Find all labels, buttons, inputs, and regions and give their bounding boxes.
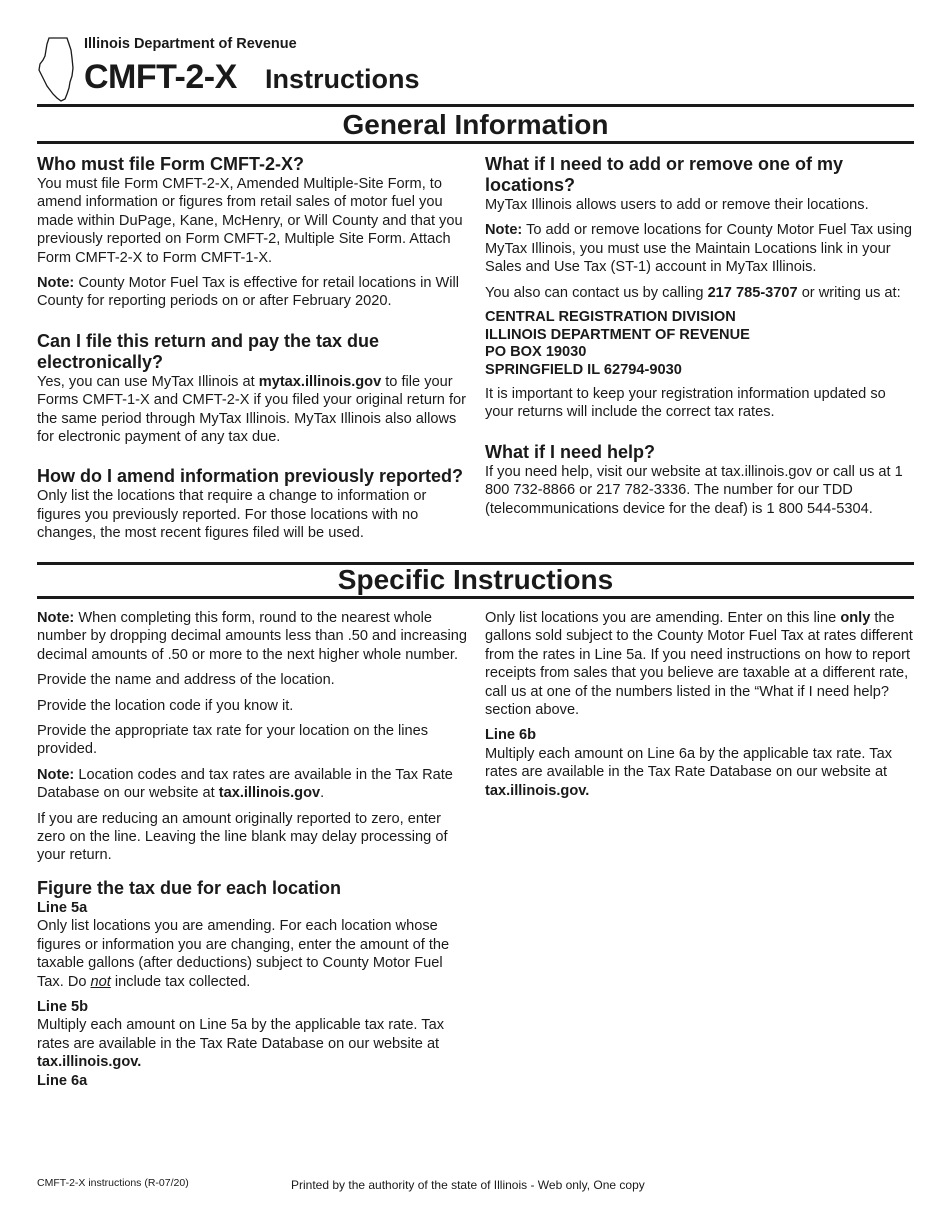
department-name: Illinois Department of Revenue — [84, 36, 297, 52]
registration-closing: It is important to keep your registration information updated so your returns will include the correct tax rates. — [485, 386, 886, 421]
who-must-file-note — [37, 274, 467, 311]
specific-divider-bottom — [37, 596, 914, 599]
specific-left-column — [37, 609, 467, 1090]
provide-rate-text: Provide the appropriate tax rate for your location on the lines provided. — [37, 723, 429, 758]
zero-amount-text: If you are reducing an amount originally reported to zero, enter zero on the line. Leaving the line blank may delay processing of your return. — [37, 810, 448, 864]
text-segment: Yes, you can use MyTax Illinois at — [37, 373, 259, 390]
text-segment: Only list locations you are amending. For each location whose figures or information you are changing, enter the amount of the taxable gallons (after deductions) subject to County Motor Fuel Tax. Do — [37, 918, 450, 990]
text-segment: You also can contact us by calling — [485, 284, 708, 301]
line-6a-label: Line 6a — [37, 1072, 88, 1089]
tax-website-link[interactable]: tax.illinois.gov — [218, 785, 321, 802]
general-left-column — [37, 154, 467, 550]
general-information-title: General Information — [342, 109, 609, 140]
text-segment: or writing us at: — [797, 284, 901, 301]
form-header — [37, 34, 914, 104]
emphasis-only: only — [840, 610, 871, 626]
amend-info-heading: How do I amend information previously reported? — [37, 466, 464, 487]
text-segment: . — [320, 785, 325, 802]
emphasis-not: not — [90, 973, 111, 990]
text-segment: Multiply each amount on Line 6a by the applicable tax rate. Tax rates are available in the Tax Rate Database on our website at — [485, 745, 892, 781]
form-title: Instructions — [265, 64, 420, 94]
general-right-column — [485, 154, 915, 525]
contact-phone: 217 785-3707 — [707, 284, 798, 301]
who-must-file-body: You must file Form CMFT-2-X, Amended Multiple-Site Form, to amend information or figures from retail sales of motor fuel you made within DuPage, Kane, McHenry, or Will County and that you previously reported on Form CMFT-2, Multiple Site Form. Attach Form CMFT-2-X to Form CMFT-1-X. — [37, 176, 463, 266]
line-5a-text — [37, 917, 467, 991]
text-segment: to file your Forms CMFT-1-X and CMFT-2-X if you filed your original return for the same period through MyTax Illinois. MyTax Illinois also allows for electronic payment of any tax due. — [37, 373, 467, 446]
add-remove-note — [485, 221, 915, 276]
note-text: County Motor Fuel Tax is effective for retail locations in Will County for reporting periods on or after February 2020. — [37, 275, 460, 310]
form-number: CMFT-2-X — [84, 58, 237, 96]
line-5b-text — [37, 1016, 467, 1071]
contact-text — [485, 284, 915, 302]
text-segment: Location codes and tax rates are available in the Tax Rate Database on our website at — [37, 766, 453, 802]
note-label: Note: — [37, 766, 75, 783]
address-line: SPRINGFIELD IL 62794-9030 — [485, 361, 682, 378]
figure-tax-heading: Figure the tax due for each location — [37, 877, 342, 898]
note-label: Note: — [37, 610, 75, 626]
line-6b-text — [485, 745, 915, 800]
address-line: PO BOX 19030 — [485, 344, 587, 361]
text-segment: include tax collected. — [110, 973, 251, 990]
line-6a-text — [485, 609, 915, 719]
address-line: ILLINOIS DEPARTMENT OF REVENUE — [485, 326, 750, 343]
need-help-body: If you need help, visit our website at tax.illinois.gov or call us at 1 800 732-8866 or 217 782-3336. The number for our TDD (telecommunications device for the deaf) is 1 800 544-5304. — [485, 463, 903, 517]
address-line: CENTRAL REGISTRATION DIVISION — [485, 309, 736, 326]
file-electronically-body — [37, 373, 467, 447]
tax-website-link[interactable]: tax.illinois.gov. — [485, 782, 590, 799]
add-remove-body: MyTax Illinois allows users to add or remove their locations. — [485, 197, 869, 213]
tax-website-link[interactable]: tax.illinois.gov. — [37, 1054, 142, 1071]
form-revision: CMFT-2-X instructions (R-07/20) — [37, 1177, 189, 1189]
header-divider — [37, 104, 914, 107]
file-electronically-heading: Can I file this return and pay the tax due electronically? — [37, 330, 380, 372]
note-text: When completing this form, round to the nearest whole number by dropping decimal amounts less than .50 and increasing decimal amounts of .50 or more to the next higher whole number. — [37, 610, 467, 663]
line-5b-label: Line 5b — [37, 998, 89, 1015]
need-help-heading: What if I need help? — [485, 441, 655, 462]
text-segment: Multiply each amount on Line 5a by the applicable tax rate. Tax rates are available in the Tax Rate Database on our website at — [37, 1017, 444, 1052]
illinois-state-outline-icon — [37, 36, 77, 102]
note-label: Note: — [485, 222, 523, 239]
general-title-divider — [37, 141, 914, 144]
note-text: To add or remove locations for County Motor Fuel Tax using MyTax Illinois, you must use the Maintain Locations link in your Sales and Use Tax (ST-1) account in MyTax Illinois. — [485, 222, 912, 276]
specific-instructions-title: Specific Instructions — [337, 564, 614, 595]
print-authority: Printed by the authority of the state of Illinois - Web only, One copy — [291, 1178, 645, 1192]
line-6b-label: Line 6b — [485, 727, 537, 744]
amend-info-body: Only list the locations that require a change to information or figures you previously reported. For those locations with no changes, the most recent figures filed will be used. — [37, 488, 427, 542]
location-codes-note — [37, 766, 467, 803]
who-must-file-heading: Who must file Form CMFT-2-X? — [37, 154, 304, 174]
line-5a-label: Line 5a — [37, 899, 88, 916]
text-segment: the gallons sold subject to the County Motor Fuel Tax at rates different from the rates in Line 5a. If you need instructions on how to report receipts from sales that you believe are taxable at a different rate, call us at one of the numbers listed in the “What if I need help? section above. — [485, 610, 913, 719]
specific-right-column — [485, 609, 915, 807]
note-label: Note: — [37, 275, 75, 292]
mailing-address — [485, 309, 915, 379]
mytax-website-link[interactable]: mytax.illinois.gov — [258, 373, 382, 390]
provide-name-text: Provide the name and address of the location. — [37, 672, 335, 689]
provide-code-text: Provide the location code if you know it. — [37, 697, 294, 714]
text-segment: Only list locations you are amending. Enter on this line — [485, 610, 841, 626]
add-remove-heading: What if I need to add or remove one of my locations? — [485, 154, 844, 195]
rounding-note — [37, 609, 467, 664]
